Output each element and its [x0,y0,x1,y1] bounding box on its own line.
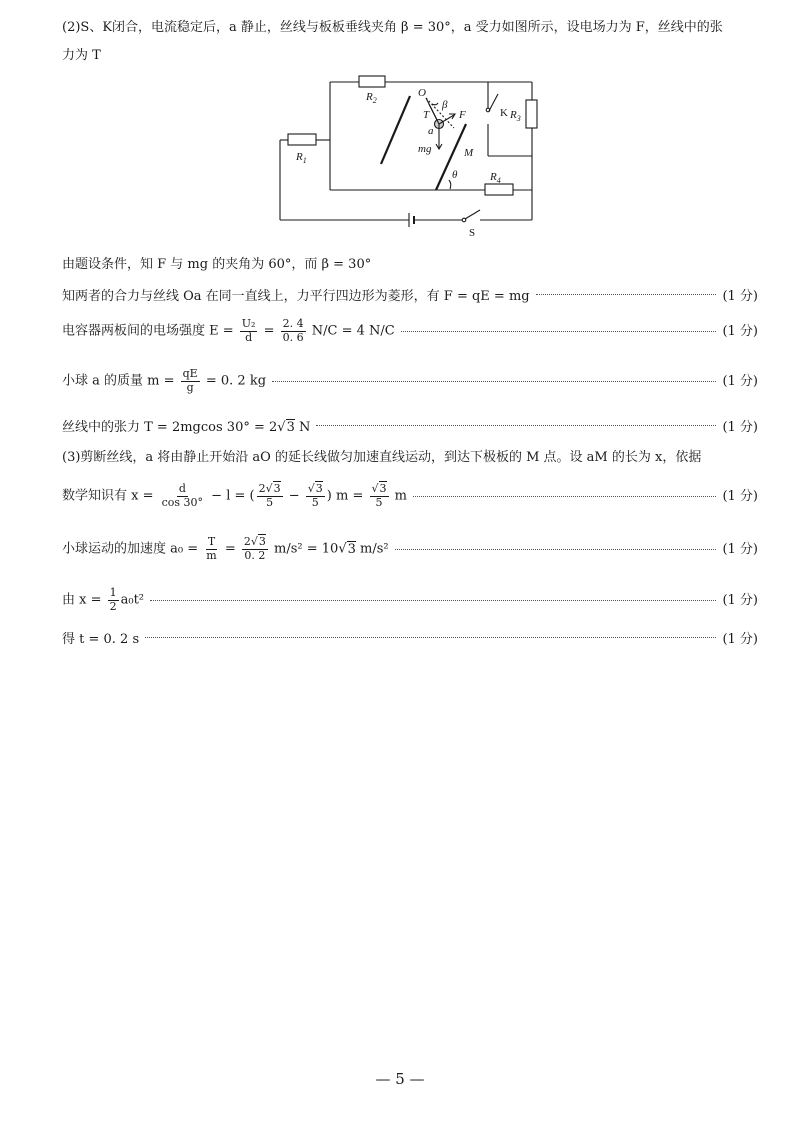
label-m: M [464,147,474,159]
step-text: 电容器两板间的电场强度 E = $\frac{\text{U₂}}{d}$ = $\frac{2. 4}{0. 6}$ N/C = 4 N/C [62,317,395,344]
leader-dots [145,637,716,638]
solution-line-3 [62,318,758,344]
fraction: $\frac{d}{\cos 30^\circ}$ [161,482,204,509]
label-a: a [428,125,434,137]
beta-angle-arc [432,103,438,105]
score-label: (1 分) [722,488,758,504]
para-text: (2)S、K闭合，电流稳定后，a 静止，丝线与板板垂线夹角 β = 30°，a 受力如图所示，设电场力为 F，丝线中的张 [62,20,723,35]
score-label: (1 分) [722,420,758,435]
fraction: $\frac{2√3}{5}$ [258,482,281,509]
fraction: $\frac{qE}{g}$ [182,367,198,394]
label-s: S [469,227,476,239]
solution-line-2 [62,285,758,304]
label-mg: mg [418,143,432,155]
step-text: 小球 a 的质量 m = $\frac{qE}{g}$ = 0. 2 kg [62,367,267,394]
fraction: $\frac{T}{m}$ [206,535,217,562]
step-text: 得 t = 0. 2 s [62,632,140,647]
resistor-r2 [359,76,385,87]
score-label: (1 分) [722,592,758,608]
label-theta: θ [452,169,458,181]
capacitor-plate-upper [381,96,410,164]
solution-line-1 [62,253,758,272]
solution-line-6 [62,446,758,465]
leader-dots [272,381,716,382]
solution-line-4 [62,368,758,394]
step-text: 由题设条件，知 F 与 mg 的夹角为 60°，而 β = 30° [62,257,372,272]
score-label: (1 分) [722,373,758,389]
leader-dots [536,294,717,295]
leader-dots [316,425,716,426]
solution-line-7 [62,483,758,509]
label-t: T [423,109,430,121]
theta-angle-arc [449,180,451,189]
step-text: 知两者的合力与丝线 Oa 在同一直线上，力平行四边形为菱形，有 F = qE = mg [62,289,530,304]
leader-dots [413,496,716,497]
score-label: (1 分) [722,289,758,304]
fraction: $\frac{√3}{5}$ [371,482,387,509]
label-r2: $R_2$ [366,91,377,105]
fraction: $\frac{2√3}{0. 2}$ [243,535,266,562]
circuit-diagram [266,68,541,240]
para-text: 力为 T [62,48,101,63]
step-text: 小球运动的加速度 a₀ = $\frac{T}{m}$ = $\frac{2√3}{0. 2}$ m/s² = 10√3 m/s² [62,535,389,562]
step-text: 数学知识有 x = $\frac{d}{\cos 30^\circ}$ − l = ( $\frac{2√3}{5}$ − $\frac{√3}{5}$ ) m = $\frac{√3}{5}$ m [62,482,407,509]
solution-line-10 [62,628,758,647]
score-label: (1 分) [722,632,758,647]
sqrt-symbol: √ [277,420,286,435]
fraction: $\frac{2. 4}{0. 6}$ [282,317,304,344]
label-r1: $R_1$ [296,151,307,165]
label-r4: $R_4$ [490,171,501,185]
resistor-r3 [526,100,537,128]
score-label: (1 分) [722,323,758,339]
switch-s-blade [465,210,480,219]
label-k: K [500,107,508,119]
step-text: 丝线中的张力 T = 2mgcos 30° = 2√3 N [62,420,311,435]
leader-dots [150,600,716,601]
capacitor-plate-lower [436,124,466,190]
label-f: F [459,109,466,121]
resistor-r1 [288,134,316,145]
solution-line-5 [62,416,758,435]
label-r3: $R_3$ [510,109,521,123]
score-label: (1 分) [722,541,758,557]
fraction: $\frac{\text{U₂}}{d}$ [241,317,256,344]
fraction: $\frac{1}{2}$ [109,586,117,613]
resistor-r4 [485,184,513,195]
leader-dots [395,549,717,550]
solution-line-9 [62,587,758,613]
para-line-2 [62,44,758,63]
switch-k-blade [489,94,498,111]
step-text: 由 x = $\frac{1}{2}$ a₀t² [62,586,145,613]
page-number: — 5 — [375,1070,425,1088]
label-beta: β [442,99,448,111]
para-line-1 [62,16,758,35]
label-o: O [418,87,426,99]
solution-line-8 [62,536,758,562]
step-text: (3)剪断丝线，a 将由静止开始沿 aO 的延长线做匀加速直线运动，到达下极板的 M 点。设 aM 的长为 x，依据 [62,450,702,465]
leader-dots [401,331,717,332]
fraction: $\frac{√3}{5}$ [307,482,323,509]
